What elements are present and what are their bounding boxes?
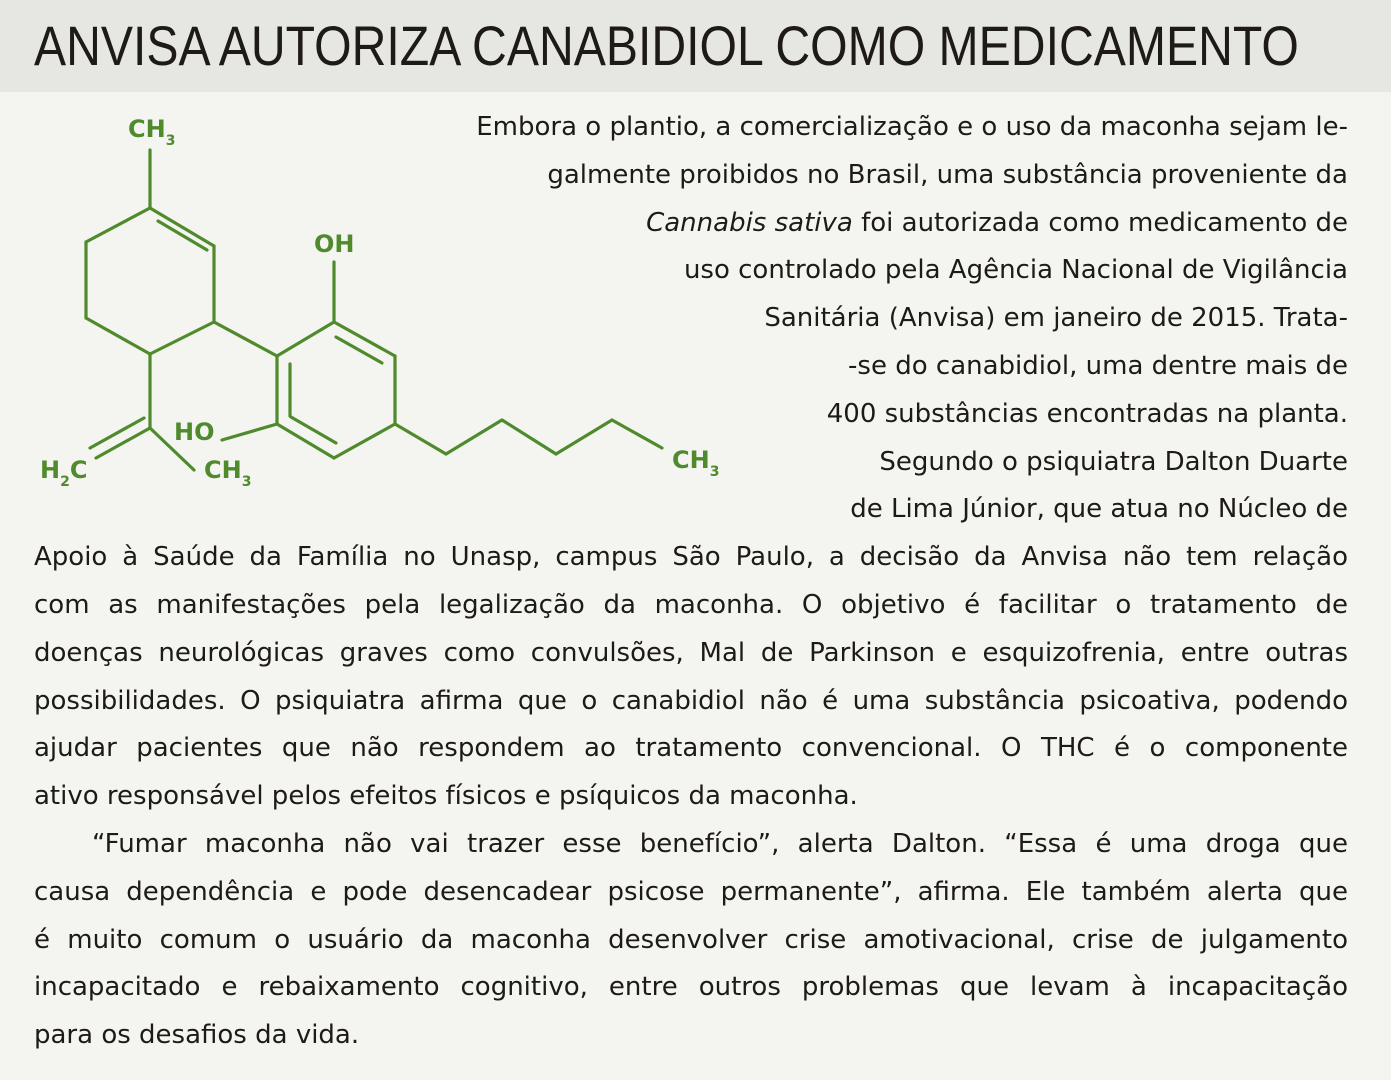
methyl-label-right: $CH_3$ <box>672 446 720 480</box>
paragraph-2-line: doenças neurológicas graves como convulsões, Mal de Parkinson e esquizofrenia, entre outras <box>34 637 1348 668</box>
paragraph-2-line: Apoio à Saúde da Família no Unasp, campus São Paulo, a decisão da Anvisa não tem relação <box>34 542 1348 573</box>
scientific-name: Cannabis sativa <box>646 207 853 238</box>
paragraph-1-line: Embora o plantio, a comercialização e o uso da maconha sejam le- <box>476 112 1348 142</box>
paragraph-2-line: possibilidades. O psiquiatra afirma que o canabidiol não é uma substância psicoativa, podendo <box>34 685 1348 716</box>
paragraph-1-line: galmente proibidos no Brasil, uma substância proveniente da <box>547 159 1348 190</box>
paragraph-1-line: uso controlado pela Agência Nacional de Vigilância <box>683 255 1348 286</box>
paragraph-1-line: -se do canabidiol, uma dentre mais de <box>848 350 1348 381</box>
paragraph-3-line: causa dependência e pode desencadear psicose permanente”, afirma. Ele também alerta que <box>34 876 1348 907</box>
methylene-label: $H_2C$ <box>40 456 88 490</box>
paragraph-2-line: Segundo o psiquiatra Dalton Duarte <box>879 446 1348 477</box>
paragraph-2-line: ajudar pacientes que não respondem ao tratamento convencional. O THC é o componente <box>34 733 1348 764</box>
paragraph-2-line: ativo responsável pelos efeitos físicos e psíquicos da maconha. <box>34 781 858 812</box>
article-body <box>34 104 1348 1060</box>
paragraph-1-line <box>34 200 1348 248</box>
paragraph-2-line: com as manifestações pela legalização da maconha. O objetivo é facilitar o tratamento de <box>34 589 1348 620</box>
paragraph-1-line: 400 substâncias encontradas na planta. <box>826 398 1348 429</box>
paragraph-3-line: para os desafios da vida. <box>34 1020 360 1051</box>
methyl-label-top: $CH_3$ <box>128 115 176 149</box>
paragraph-3-line: incapacitado e rebaixamento cognitivo, entre outros problemas que levam à incapacitação <box>34 972 1348 1003</box>
paragraph-3-line: é muito comum o usuário da maconha desenvolver crise amotivacional, crise de julgamento <box>34 924 1348 955</box>
paragraph-3-line: “Fumar maconha não vai trazer esse benefício”, alerta Dalton. “Essa é uma droga que <box>92 828 1348 859</box>
hydroxyl-label-left: HO <box>174 418 215 446</box>
paragraph-2-line: de Lima Júnior, que atua no Núcleo de <box>850 494 1348 525</box>
page-title: ANVISA AUTORIZA CANABIDIOL COMO MEDICAMENTO <box>34 14 1299 77</box>
hydroxyl-label-top: OH <box>314 230 355 258</box>
title-bar <box>0 0 1391 92</box>
paragraph-1-line: Sanitária (Anvisa) em janeiro de 2015. Trata- <box>764 303 1348 334</box>
methyl-label-left: $CH_3$ <box>204 456 252 490</box>
paragraph-1-text: foi autorizada como medicamento de <box>852 207 1348 238</box>
